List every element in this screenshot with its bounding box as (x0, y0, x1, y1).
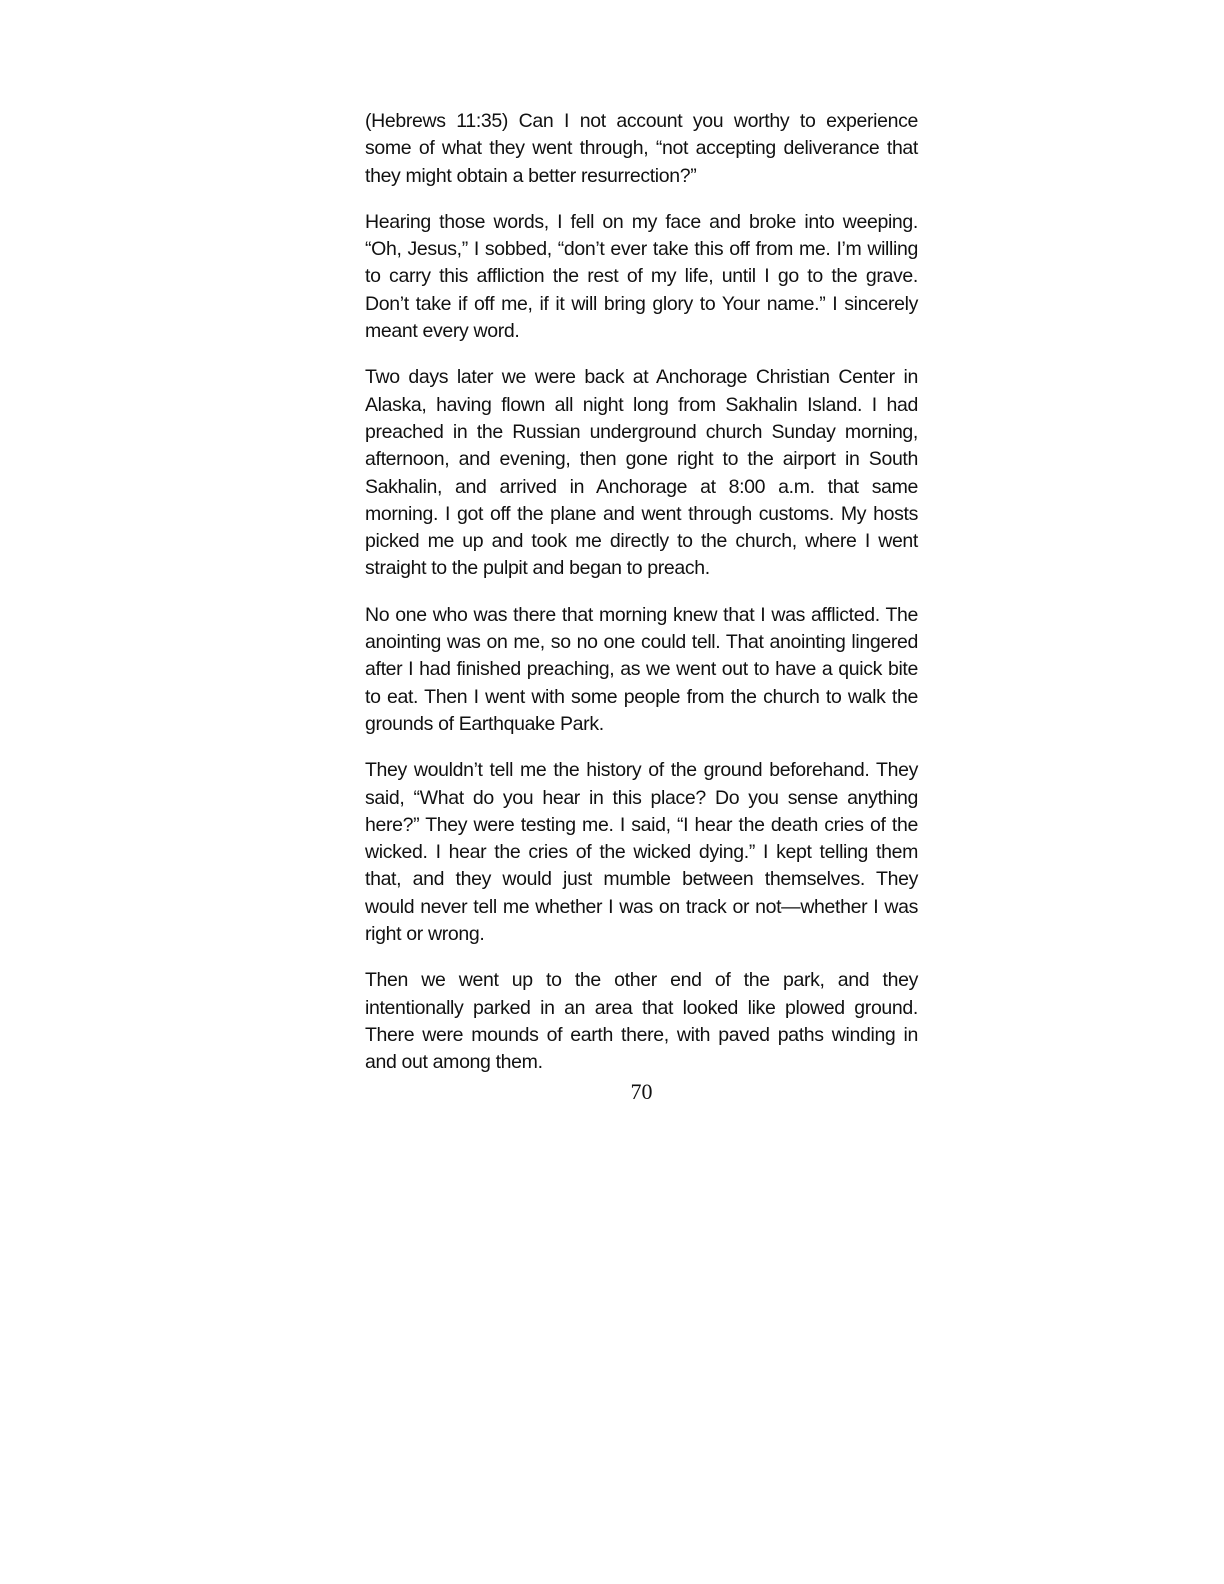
paragraph-6: Then we went up to the other end of the park, and they intentionally parked in an area that looked like plowed ground. There were mounds of earth there, with paved paths winding in and out among them. (365, 969, 918, 1074)
paragraph-2: Hearing those words, I fell on my face and broke into weeping. “Oh, Jesus,” I sobbed, “don’t ever take this off from me. I’m willing to carry this affliction the rest of my life, until I go to the grave. Don’t take if off me, if it will bring glory to Your name.” I sincerely meant every word. (365, 210, 918, 343)
paragraph-5: They wouldn’t tell me the history of the ground beforehand. They said, “What do you hear in this place? Do you sense anything here?” They were testing me. I said, “I hear the death cries of the wicked. I hear the cries of the wicked dying.” I kept telling them that, and they would just mumble between themselves. They would never tell me whether I was on track or not—whether I was right or wrong. (365, 759, 918, 946)
body-text (365, 108, 918, 1096)
page-number: 70 (630, 1079, 653, 1104)
paragraph-1: (Hebrews 11:35) Can I not account you worthy to experience some of what they went through, “not accepting deliverance that they might obtain a better resurrection?” (365, 110, 918, 187)
paragraph-3: Two days later we were back at Anchorage Christian Center in Alaska, having flown all night long from Sakhalin Island. I had preached in the Russian underground church Sunday morning, afternoon, and evening, then gone right to the airport in South Sakhalin, and arrived in Anchorage at 8:00 a.m. that same morning. I got off the plane and went through customs. My hosts picked me up and took me directly to the church, where I went straight to the pulpit and began to preach. (365, 366, 918, 580)
paragraph-4: No one who was there that morning knew that I was afflicted. The anointing was on me, so no one could tell. That anointing lingered after I had finished preaching, as we went out to have a quick bite to eat. Then I went with some people from the church to walk the grounds of Earthquake Park. (365, 603, 918, 735)
